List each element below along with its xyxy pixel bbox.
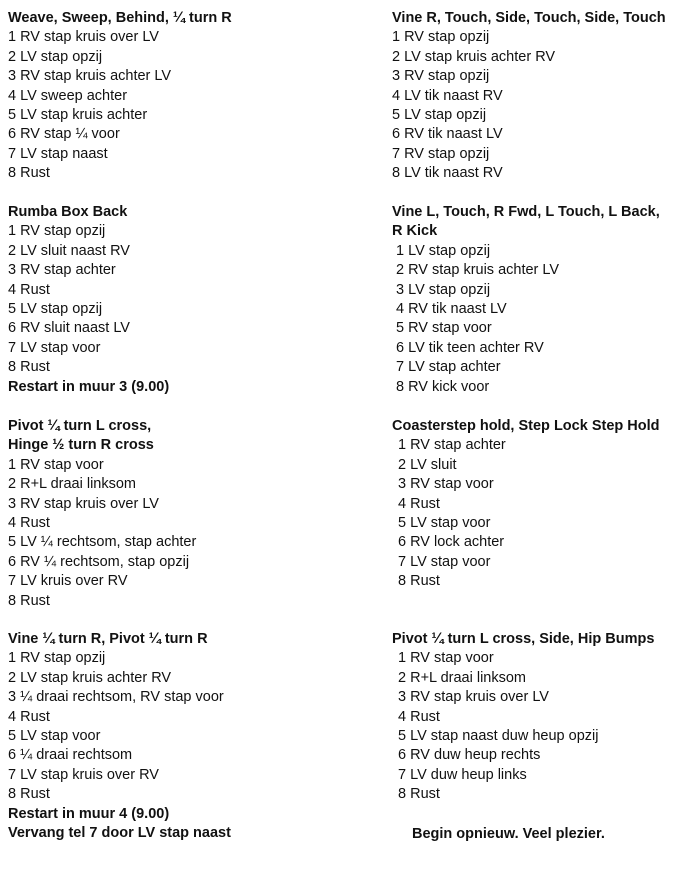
step-line: 8 RV kick voor (396, 378, 490, 395)
step-section (392, 630, 692, 805)
step-section (392, 9, 692, 184)
step-line: 1 RV stap voor (398, 650, 494, 667)
step-line: 4 Rust (8, 708, 50, 725)
section-title: Hinge ½ turn R cross (8, 437, 154, 454)
step-line: 8 LV tik naast RV (392, 165, 503, 182)
section-title: Pivot ¼ turn L cross, (8, 418, 152, 434)
section-note: Vervang tel 7 door LV stap naast (8, 824, 231, 841)
step-line: 7 RV stap opzij (392, 145, 490, 162)
step-section (392, 417, 692, 592)
step-line: 4 LV tik naast RV (392, 87, 503, 104)
step-line: 8 Rust (8, 165, 50, 182)
step-line: 2 RV stap kruis achter LV (396, 262, 560, 279)
step-line: 3 RV stap voor (398, 476, 494, 493)
step-line: 4 Rust (8, 281, 50, 298)
step-section (392, 203, 692, 397)
step-line: 3 RV stap opzij (392, 68, 490, 85)
step-section (8, 417, 348, 611)
step-line: 8 Rust (8, 592, 50, 609)
step-line: 2 LV sluit (398, 456, 457, 473)
section-note: Restart in muur 4 (9.00) (8, 805, 170, 822)
step-line: 7 LV stap achter (396, 359, 501, 376)
section-title: Vine ¼ turn R, Pivot ¼ turn R (8, 631, 208, 647)
section-note: Restart in muur 3 (9.00) (8, 378, 170, 395)
step-line: 6 RV tik naast LV (392, 126, 503, 143)
step-line: 7 LV duw heup links (398, 766, 527, 783)
step-line: 6 RV duw heup rechts (398, 747, 541, 764)
step-line: 8 Rust (398, 786, 440, 803)
step-line: 4 Rust (398, 708, 440, 725)
step-line: 1 RV stap opzij (392, 29, 490, 46)
section-title: Rumba Box Back (8, 204, 128, 220)
step-line: 2 LV sluit naast RV (8, 242, 130, 259)
step-line: 3 RV stap achter (8, 262, 116, 279)
step-line: 8 Rust (8, 359, 50, 376)
step-line: 6 RV ¼ rechtsom, stap opzij (8, 553, 190, 570)
step-line: 3 LV stap opzij (396, 281, 491, 298)
step-line: 7 LV stap naast (8, 145, 108, 162)
step-line: 4 Rust (398, 495, 440, 512)
step-line: 1 RV stap voor (8, 456, 104, 473)
step-line: 5 LV stap naast duw heup opzij (398, 727, 599, 744)
step-line: 2 LV stap opzij (8, 48, 103, 65)
step-line: 3 RV stap kruis over LV (398, 689, 549, 706)
step-line: 6 RV stap ¼ voor (8, 126, 120, 143)
step-line: 4 Rust (8, 514, 50, 531)
step-line: 7 LV stap voor (8, 339, 101, 356)
step-line: 3 ¼ draai rechtsom, RV stap voor (8, 689, 224, 706)
section-title: R Kick (392, 223, 438, 240)
step-line: 2 LV stap kruis achter RV (392, 48, 556, 65)
step-line: 7 LV stap kruis over RV (8, 766, 159, 783)
step-line: 8 Rust (398, 573, 440, 590)
step-line: 2 R+L draai linksom (398, 669, 527, 686)
section-title: Vine R, Touch, Side, Touch, Side, Touch (392, 10, 666, 26)
step-line: 1 RV stap opzij (8, 223, 106, 240)
step-line: 8 Rust (8, 786, 50, 803)
step-line: 1 LV stap opzij (396, 242, 491, 259)
step-line: 5 LV stap opzij (392, 106, 487, 123)
step-line: 1 RV stap kruis over LV (8, 29, 159, 46)
step-section (8, 630, 348, 843)
step-line: 4 RV tik naast LV (396, 300, 507, 317)
step-line: 4 LV sweep achter (8, 87, 128, 104)
section-title: Coasterstep hold, Step Lock Step Hold (392, 418, 660, 434)
step-line: 5 LV stap voor (8, 727, 101, 744)
step-line: 3 RV stap kruis over LV (8, 495, 159, 512)
step-line: 3 RV stap kruis achter LV (8, 68, 172, 85)
step-line: 2 LV stap kruis achter RV (8, 669, 172, 686)
step-line: 5 LV stap voor (398, 514, 491, 531)
step-section (8, 203, 348, 397)
section-title: Pivot ¼ turn L cross, Side, Hip Bumps (392, 631, 655, 647)
closing-note: Begin opnieuw. Veel plezier. (412, 826, 605, 842)
step-line: 5 LV stap kruis achter (8, 106, 148, 123)
step-line: 5 LV ¼ rechtsom, stap achter (8, 534, 197, 551)
step-line: 1 RV stap opzij (8, 650, 106, 667)
step-line: 7 LV kruis over RV (8, 573, 128, 590)
step-line: 1 RV stap achter (398, 437, 506, 454)
step-line: 2 R+L draai linksom (8, 476, 137, 493)
step-section (8, 9, 348, 184)
step-line: 6 ¼ draai rechtsom (8, 747, 133, 764)
step-line: 6 RV sluit naast LV (8, 320, 130, 337)
step-line: 7 LV stap voor (398, 553, 491, 570)
step-line: 5 LV stap opzij (8, 300, 103, 317)
step-line: 6 LV tik teen achter RV (396, 339, 544, 356)
step-line: 6 RV lock achter (398, 534, 505, 551)
section-title: Vine L, Touch, R Fwd, L Touch, L Back, (392, 204, 660, 220)
step-line: 5 RV stap voor (396, 320, 492, 337)
section-title: Weave, Sweep, Behind, ¼ turn R (8, 10, 232, 26)
